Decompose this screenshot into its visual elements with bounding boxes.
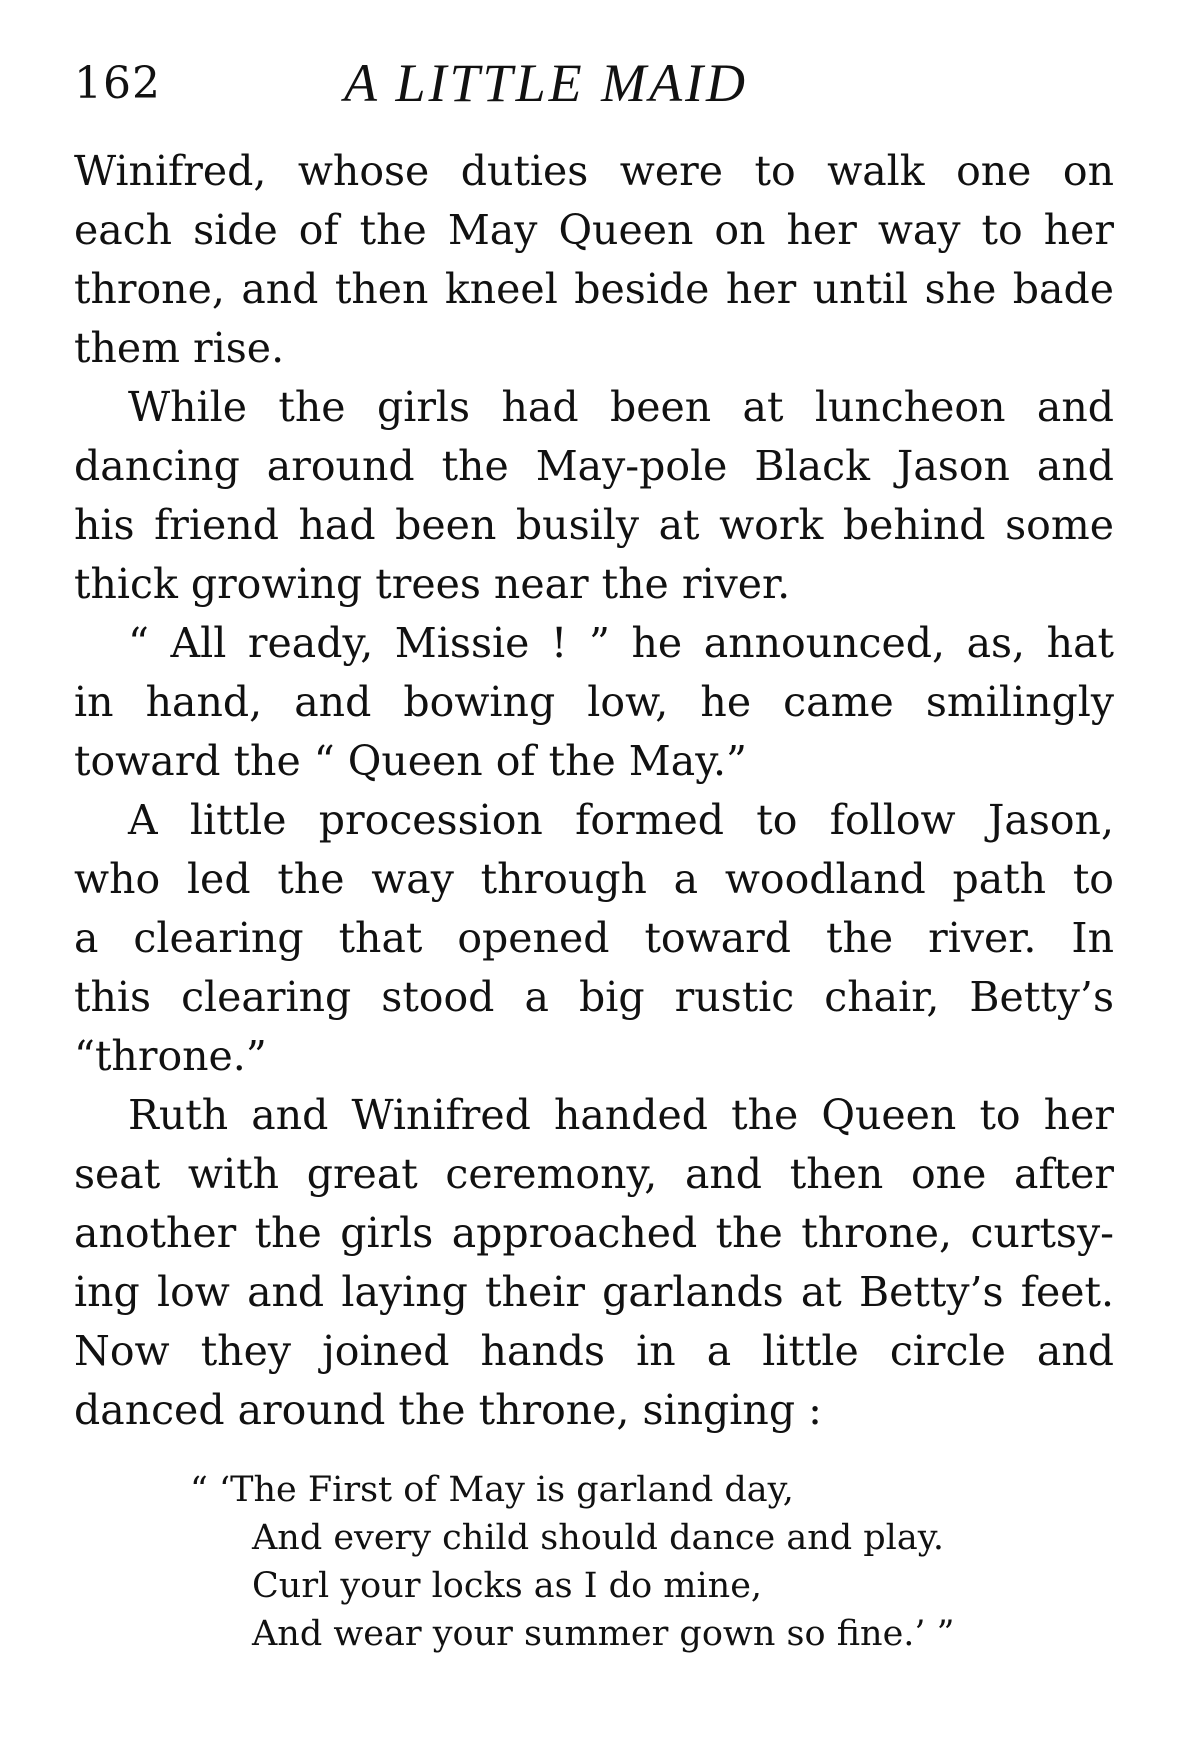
text-line: danced around the throne, singing : — [74, 1386, 822, 1434]
verse-line: “ ‘The First of May is garland day, — [190, 1470, 794, 1510]
verse-line: And wear your summer gown so fine.’ ” — [252, 1614, 955, 1654]
text-line: Ruth and Winifred handed the Queen to her — [128, 1091, 1114, 1139]
text-line: “ All ready, Missie ! ” he announced, as, hat — [128, 619, 1114, 667]
text-line: throne, and then kneel beside her until she bade — [74, 265, 1114, 313]
text-line: A little procession formed to follow Jason, — [128, 796, 1114, 844]
paragraph-5 — [74, 1086, 1114, 1440]
text-line: who led the way through a woodland path to — [74, 855, 1114, 903]
text-line: a clearing that opened toward the river. In — [74, 914, 1114, 962]
verse-line: Curl your locks as I do mine, — [252, 1566, 763, 1606]
text-line: his friend had been busily at work behind some — [74, 501, 1114, 549]
page-number: 162 — [74, 58, 161, 109]
text-line: this clearing stood a big rustic chair, Betty’s — [74, 973, 1114, 1021]
verse-block — [190, 1466, 1040, 1658]
text-line: Now they joined hands in a little circle and — [74, 1327, 1114, 1375]
text-line: While the girls had been at luncheon and — [128, 383, 1114, 431]
text-line: “throne.” — [74, 1032, 267, 1080]
running-head — [74, 52, 1114, 112]
text-line: in hand, and bowing low, he came smilingly — [74, 678, 1114, 726]
text-line: another the girls approached the throne, curtsy- — [74, 1209, 1114, 1257]
text-line: ing low and laying their garlands at Betty’s feet. — [74, 1268, 1114, 1316]
text-line: dancing around the May-pole Black Jason and — [74, 442, 1114, 490]
text-line: seat with great ceremony, and then one after — [74, 1150, 1114, 1198]
text-line: Winifred, whose duties were to walk one on — [74, 147, 1114, 195]
paragraph-1 — [74, 142, 1114, 378]
verse-line: And every child should dance and play. — [252, 1518, 944, 1558]
paragraph-3 — [74, 614, 1114, 791]
book-title: A LITTLE MAID — [344, 53, 749, 113]
paragraph-2 — [74, 378, 1114, 614]
text-line: each side of the May Queen on her way to her — [74, 206, 1114, 254]
text-line: toward the “ Queen of the May.” — [74, 737, 747, 785]
text-line: thick growing trees near the river. — [74, 560, 791, 608]
paragraph-4 — [74, 791, 1114, 1086]
text-line: them rise. — [74, 324, 285, 372]
body-text — [74, 142, 1114, 1440]
